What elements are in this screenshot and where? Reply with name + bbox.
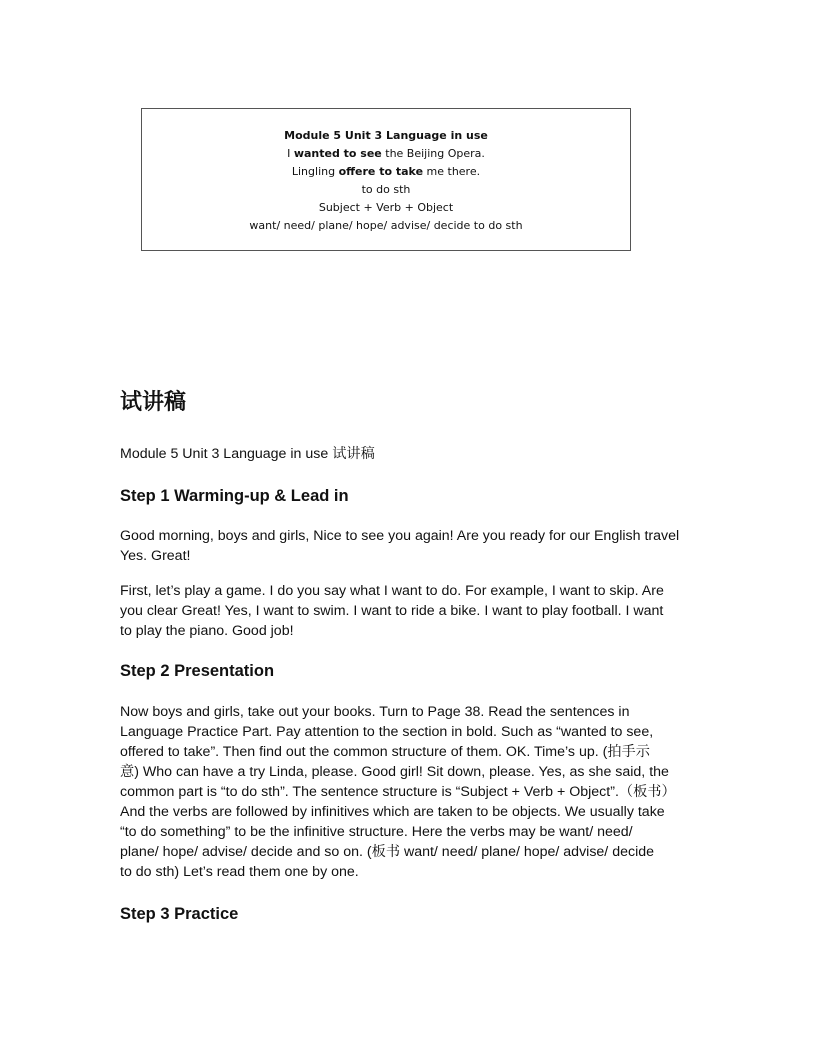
text-line: to play the piano. Good job! xyxy=(120,623,294,639)
step1-heading: Step 1 Warming-up & Lead in xyxy=(120,487,349,505)
step3-heading: Step 3 Practice xyxy=(120,905,239,923)
blackboard-box xyxy=(141,108,631,251)
board-title: Module 5 Unit 3 Language in use xyxy=(284,129,488,142)
text-line: to do sth) Let’s read them one by one. xyxy=(120,864,359,880)
board-structure: to do sth xyxy=(361,183,411,196)
text-line: Language Practice Part. Pay attention to the section in bold. Such as “wanted to see, xyxy=(120,724,654,740)
step2-paragraph xyxy=(120,702,702,882)
text-line: plane/ hope/ advise/ decide and so on. (板书 want/ need/ plane/ hope/ advise/ decide xyxy=(120,844,654,860)
step1-paragraph-1 xyxy=(120,526,702,566)
text-line: Now boys and girls, take out your books. Turn to Page 38. Read the sentences in xyxy=(120,704,630,720)
page-title: 试讲稿 xyxy=(120,390,187,415)
board-pattern: Subject + Verb + Object xyxy=(318,201,454,214)
text-line: you clear Great! Yes, I want to swim. I want to ride a bike. I want to play football. I want xyxy=(120,603,664,619)
step1-paragraph-2 xyxy=(120,581,702,641)
step2-heading: Step 2 Presentation xyxy=(120,662,275,680)
text-line: offered to take”. Then find out the common structure of them. OK. Time’s up. (拍手示 xyxy=(120,744,650,760)
text-line: common part is “to do sth”. The sentence structure is “Subject + Verb + Object”.（板书） xyxy=(120,784,676,800)
board-verbs: want/ need/ plane/ hope/ advise/ decide to do sth xyxy=(249,219,523,232)
lesson-subtitle: Module 5 Unit 3 Language in use 试讲稿 xyxy=(120,446,375,462)
text-line: And the verbs are followed by infinitives which are taken to be objects. We usually take xyxy=(120,804,665,820)
text-line: First, let’s play a game. I do you say what I want to do. For example, I want to skip. Are xyxy=(120,583,664,599)
text-line: “to do something” to be the infinitive structure. Here the verbs may be want/ need/ xyxy=(120,824,633,840)
board-sentence-1: I wanted to see the Beijing Opera. xyxy=(287,147,485,160)
text-line: 意) Who can have a try Linda, please. Good girl! Sit down, please. Yes, as she said, the xyxy=(120,764,669,780)
board-sentence-2: Lingling offere to take me there. xyxy=(291,165,481,178)
text-line: Yes. Great! xyxy=(120,548,191,564)
text-line: Good morning, boys and girls, Nice to see you again! Are you ready for our English travel xyxy=(120,528,680,544)
